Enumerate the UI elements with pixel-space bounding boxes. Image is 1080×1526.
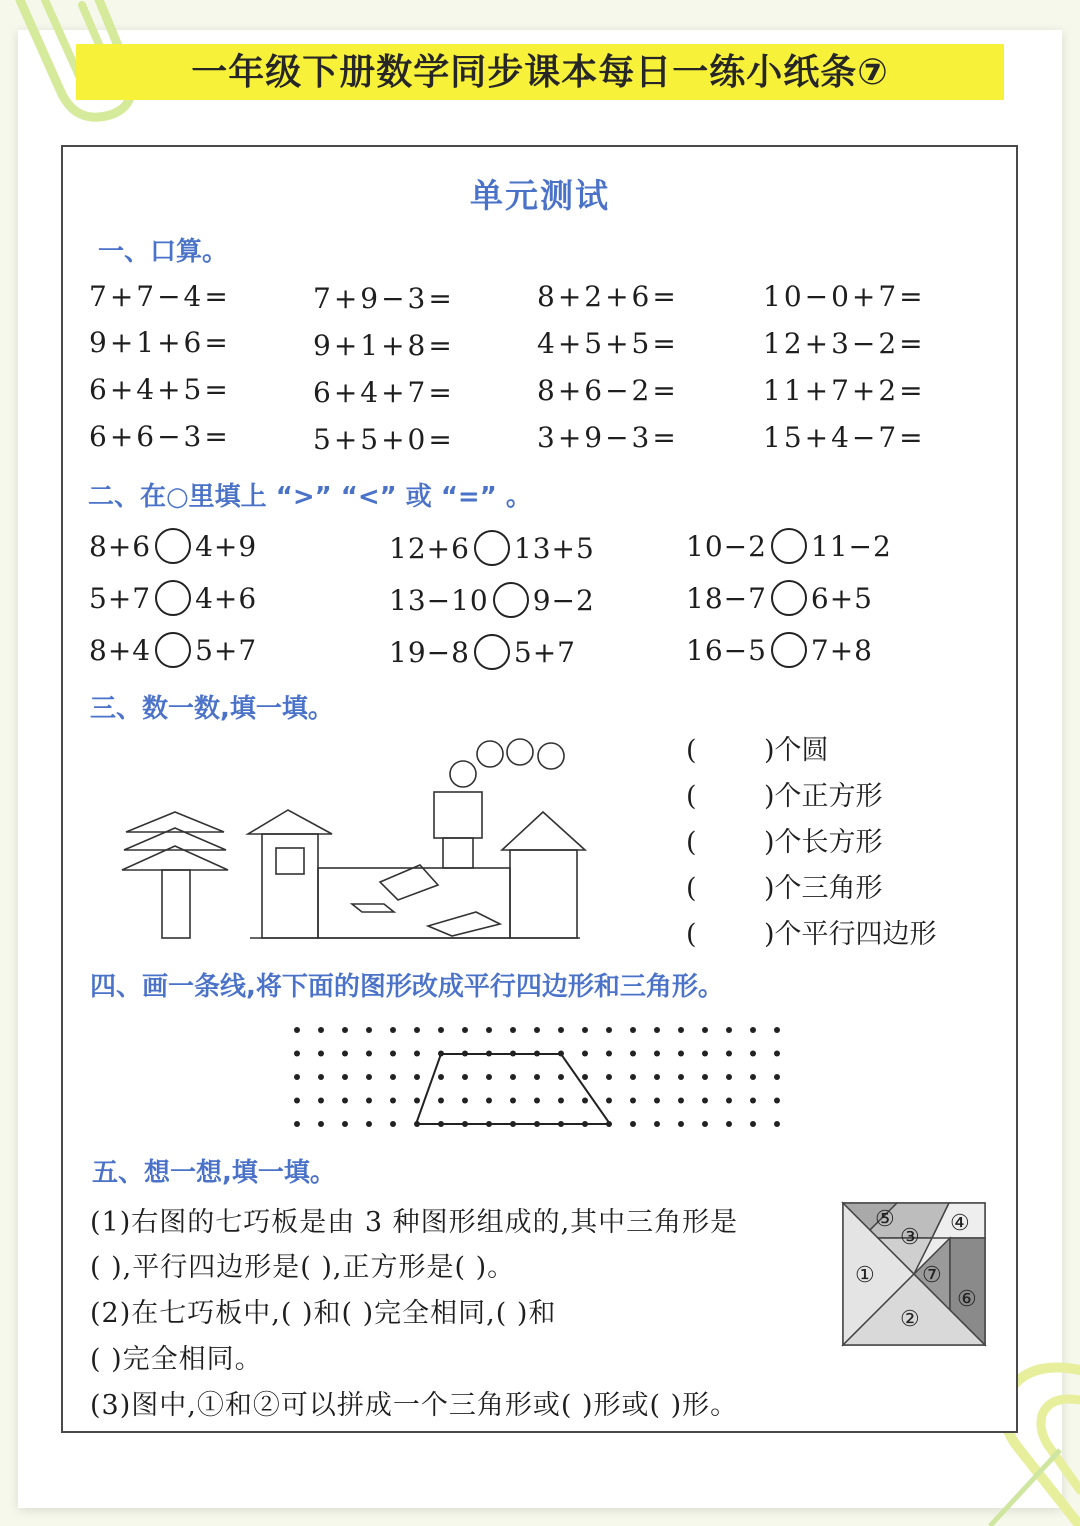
grid-dot	[678, 1121, 684, 1127]
grid-dot	[390, 1027, 396, 1033]
count-row-circles	[686, 728, 829, 767]
grid-dot	[534, 1027, 540, 1033]
grid-dot	[318, 1074, 324, 1080]
count-label: )个长方形	[764, 827, 883, 858]
grid-dot	[750, 1074, 756, 1080]
comparison-right: 5+7	[195, 633, 258, 667]
comparison-item	[686, 580, 873, 616]
grid-dot	[750, 1051, 756, 1057]
grid-dot	[582, 1098, 588, 1104]
dot-grid-figure[interactable]	[290, 1022, 790, 1132]
grid-dot	[654, 1098, 660, 1104]
comparison-left: 19−8	[389, 635, 470, 669]
arithmetic-item: 6+4+5=	[89, 373, 231, 406]
grid-dot	[366, 1098, 372, 1104]
answer-circle[interactable]	[474, 530, 510, 566]
grid-dot	[654, 1027, 660, 1033]
grid-dot	[390, 1098, 396, 1104]
comparison-left: 18−7	[686, 581, 767, 615]
grid-dot	[294, 1121, 300, 1127]
count-row-parallelograms	[686, 912, 937, 951]
arithmetic-item: 3+9−3=	[537, 421, 679, 454]
comparison-right: 9−2	[532, 583, 595, 617]
grid-dot	[534, 1098, 540, 1104]
grid-dot	[462, 1074, 468, 1080]
question-line: (3)图中,①和②可以拼成一个三角形或( )形或( )形。	[90, 1390, 739, 1421]
arithmetic-item: 6+6−3=	[89, 420, 231, 453]
grid-dot	[390, 1051, 396, 1057]
grid-dot	[414, 1074, 420, 1080]
shape-picture	[110, 730, 600, 945]
grid-dot	[750, 1098, 756, 1104]
grid-dot	[366, 1027, 372, 1033]
arithmetic-item: 8+6−2=	[537, 374, 679, 407]
tangram-label: ③	[900, 1225, 920, 1250]
grid-dot	[486, 1027, 492, 1033]
grid-dot	[726, 1098, 732, 1104]
answer-circle[interactable]	[155, 580, 191, 616]
blank-open[interactable]: (	[686, 919, 697, 950]
blank-open[interactable]: (	[686, 827, 697, 858]
arithmetic-item: 11+7+2=	[763, 374, 926, 407]
grid-dot	[294, 1098, 300, 1104]
grid-dot	[390, 1074, 396, 1080]
answer-circle[interactable]	[771, 632, 807, 668]
count-row-triangles	[686, 866, 883, 905]
comparison-right: 11−2	[810, 529, 892, 563]
section5-label: 五、想一想,填一填。	[92, 1158, 336, 1188]
count-label: )个圆	[764, 735, 829, 766]
grid-dot	[342, 1027, 348, 1033]
grid-dot	[438, 1098, 444, 1104]
count-row-squares	[686, 774, 883, 813]
grid-dot	[630, 1074, 636, 1080]
grid-dot	[438, 1074, 444, 1080]
grid-dot	[366, 1051, 372, 1057]
grid-dot	[582, 1027, 588, 1033]
grid-dot	[582, 1074, 588, 1080]
grid-dot	[390, 1121, 396, 1127]
comparison-item	[89, 580, 257, 616]
question-line: (1)右图的七巧板是由 3 种图形组成的,其中三角形是	[90, 1207, 739, 1238]
answer-circle[interactable]	[474, 634, 510, 670]
grid-dot	[534, 1074, 540, 1080]
arithmetic-item: 7+7−4=	[89, 280, 231, 313]
grid-dot	[774, 1121, 780, 1127]
arithmetic-item: 15+4−7=	[763, 421, 926, 454]
comparison-right: 5+7	[513, 635, 576, 669]
grid-dot	[606, 1027, 612, 1033]
answer-circle[interactable]	[155, 528, 191, 564]
arithmetic-item: 5+5+0=	[313, 423, 455, 456]
grid-dot	[702, 1074, 708, 1080]
grid-dot	[414, 1051, 420, 1057]
grid-dot	[702, 1098, 708, 1104]
tangram-figure	[842, 1202, 988, 1348]
question-line: ( )完全相同。	[90, 1344, 263, 1375]
tangram-label: ④	[950, 1211, 970, 1236]
grid-dot	[630, 1098, 636, 1104]
count-label: )个三角形	[764, 873, 883, 904]
count-label: )个正方形	[764, 781, 883, 812]
comparison-right: 4+9	[195, 529, 258, 563]
grid-dot	[774, 1051, 780, 1057]
comparison-left: 13−10	[389, 583, 489, 617]
section1-label: 一、口算。	[98, 237, 229, 267]
grid-dot	[414, 1027, 420, 1033]
comparison-right: 6+5	[810, 581, 873, 615]
grid-dot	[654, 1074, 660, 1080]
arithmetic-item: 10−0+7=	[763, 280, 926, 313]
arithmetic-item: 9+1+6=	[89, 326, 231, 359]
arithmetic-item: 9+1+8=	[313, 329, 455, 362]
tangram-label: ⑤	[875, 1207, 895, 1232]
comparison-item	[89, 632, 257, 668]
grid-dot	[510, 1074, 516, 1080]
comparison-item	[89, 528, 257, 564]
grid-dot	[702, 1027, 708, 1033]
blank-open[interactable]: (	[686, 735, 697, 766]
grid-dot	[750, 1121, 756, 1127]
arithmetic-item: 8+2+6=	[537, 280, 679, 313]
section3-label: 三、数一数,填一填。	[90, 694, 334, 724]
blank-open[interactable]: (	[686, 781, 697, 812]
grid-dot	[678, 1098, 684, 1104]
grid-dot	[726, 1051, 732, 1057]
grid-dot	[366, 1121, 372, 1127]
grid-dot	[318, 1051, 324, 1057]
answer-circle[interactable]	[155, 632, 191, 668]
grid-dot	[750, 1027, 756, 1033]
comparison-item	[389, 634, 576, 670]
comparison-item	[389, 582, 595, 618]
comparison-item	[686, 632, 873, 668]
grid-dot	[774, 1074, 780, 1080]
grid-dot	[318, 1121, 324, 1127]
tangram-label: ①	[855, 1263, 875, 1288]
grid-dot	[558, 1074, 564, 1080]
grid-dot	[606, 1051, 612, 1057]
comparison-left: 12+6	[389, 531, 470, 565]
grid-dot	[774, 1098, 780, 1104]
grid-dot	[726, 1074, 732, 1080]
grid-dot	[342, 1051, 348, 1057]
grid-dot	[702, 1051, 708, 1057]
grid-dot	[294, 1051, 300, 1057]
grid-dot	[318, 1027, 324, 1033]
grid-dot	[510, 1027, 516, 1033]
answer-circle[interactable]	[493, 582, 529, 618]
grid-dot	[654, 1051, 660, 1057]
comparison-item	[686, 528, 892, 564]
grid-dot	[366, 1074, 372, 1080]
section2-label: 二、在○里填上 “>” “<” 或 “=” 。	[88, 482, 532, 512]
grid-dot	[678, 1027, 684, 1033]
grid-dot	[486, 1074, 492, 1080]
unit-test-heading: 单元测试	[470, 176, 610, 215]
tangram-label: ②	[900, 1307, 920, 1332]
tangram-label: ⑥	[957, 1287, 977, 1312]
comparison-right: 13+5	[513, 531, 595, 565]
arithmetic-item: 6+4+7=	[313, 376, 455, 409]
grid-dot	[438, 1027, 444, 1033]
grid-dot	[294, 1027, 300, 1033]
section4-label: 四、画一条线,将下面的图形改成平行四边形和三角形。	[90, 972, 724, 1002]
grid-dot	[558, 1098, 564, 1104]
grid-dot	[462, 1027, 468, 1033]
grid-dot	[606, 1098, 612, 1104]
comparison-left: 8+4	[89, 633, 152, 667]
comparison-left: 16−5	[686, 633, 767, 667]
grid-dot	[462, 1098, 468, 1104]
grid-dot	[630, 1121, 636, 1127]
question-line: (2)在七巧板中,( )和( )完全相同,( )和	[90, 1298, 557, 1329]
grid-dot	[678, 1074, 684, 1080]
grid-dot	[414, 1098, 420, 1104]
answer-circle[interactable]	[771, 580, 807, 616]
grid-dot	[726, 1027, 732, 1033]
arithmetic-item: 12+3−2=	[763, 327, 926, 360]
arithmetic-item: 4+5+5=	[537, 327, 679, 360]
blank-open[interactable]: (	[686, 873, 697, 904]
comparison-right: 7+8	[810, 633, 873, 667]
tangram-label: ⑦	[922, 1263, 942, 1288]
grid-dot	[630, 1051, 636, 1057]
grid-dot	[606, 1074, 612, 1080]
comparison-left: 8+6	[89, 529, 152, 563]
grid-dot	[486, 1098, 492, 1104]
grid-dot	[318, 1098, 324, 1104]
count-row-rectangles	[686, 820, 883, 859]
grid-dot	[654, 1121, 660, 1127]
comparison-item	[389, 530, 595, 566]
grid-dot	[774, 1027, 780, 1033]
grid-dot	[582, 1051, 588, 1057]
grid-dot	[510, 1098, 516, 1104]
comparison-right: 4+6	[195, 581, 258, 615]
count-label: )个平行四边形	[764, 919, 937, 950]
page-title: 一年级下册数学同步课本每日一练小纸条⑦	[191, 52, 889, 93]
question-line: ( ),平行四边形是( ),正方形是( )。	[90, 1252, 516, 1283]
grid-dot	[630, 1027, 636, 1033]
answer-circle[interactable]	[771, 528, 807, 564]
grid-dot	[678, 1051, 684, 1057]
grid-dot	[342, 1121, 348, 1127]
comparison-left: 5+7	[89, 581, 152, 615]
grid-dot	[702, 1121, 708, 1127]
grid-dot	[558, 1027, 564, 1033]
comparison-left: 10−2	[686, 529, 767, 563]
grid-dot	[294, 1074, 300, 1080]
grid-dot	[342, 1098, 348, 1104]
grid-dot	[342, 1074, 348, 1080]
arithmetic-item: 7+9−3=	[313, 282, 455, 315]
grid-dot	[726, 1121, 732, 1127]
